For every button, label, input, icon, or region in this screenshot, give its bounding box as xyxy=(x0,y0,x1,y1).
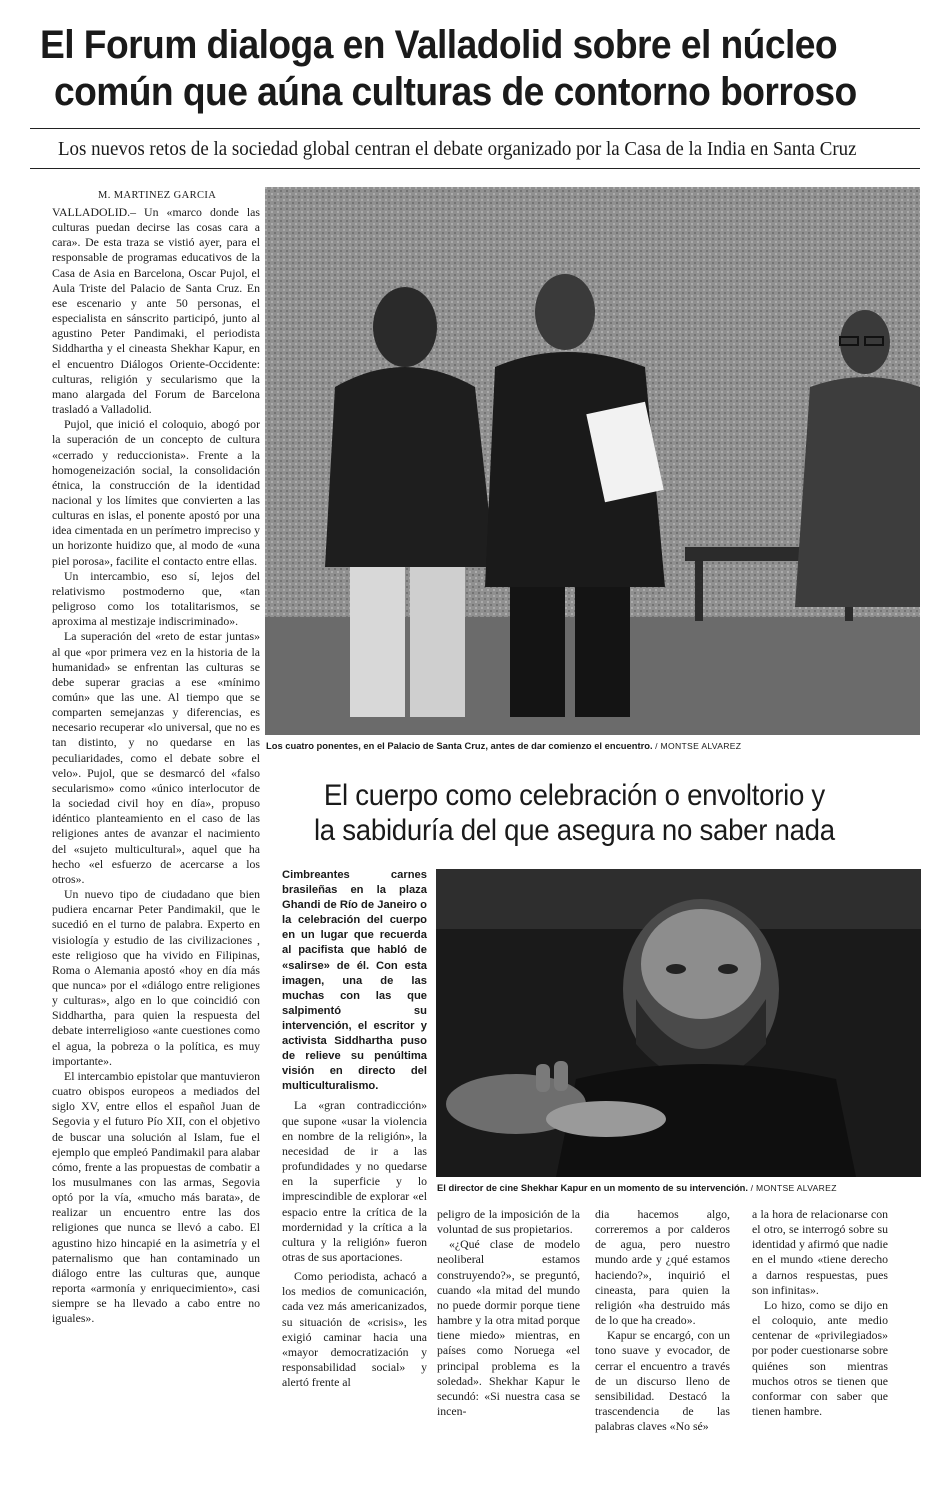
paragraph: Un nuevo tipo de ciudadano que bien pudiera encarnar Peter Pandimakil, que le sucedió en el turno de palabra. Experto en visiología y estudio de las civilizaciones , este religioso que ha vivido en Filipinas, Roma o Alemania apostó «hoy en día más que nunca» por el «diálogo entre religiones y culturas», algo en lo que coincidió con Siddhartha, para quien la respuesta del debate interreligioso «ante cuestiones como el agua, la pobreza o la política, es muy importante». xyxy=(52,887,260,1068)
photo-kapur-caption xyxy=(437,1182,837,1193)
second-headline xyxy=(280,778,869,848)
paragraph: Como periodista, achacó a los medios de comunicación, cada vez más americanizados, su situación de «crisis», les exigió caminar hacia una «mayor democratización y responsabilidad social» y alertó frente al xyxy=(282,1269,427,1390)
second-headline-line-1: El cuerpo como celebración o envoltorio y xyxy=(323,779,825,812)
paragraph: «¿Qué clase de modelo neoliberal estamos construyendo?», se preguntó, cuando «la mitad del mundo no puede dormir porque tiene hambre y la otra mitad porque tiene miedo» mientras, en países como Noruega «el principal problema es la soledad». Shekhar Kapur le secundó: «Si nuestra casa se incen- xyxy=(437,1237,580,1419)
photo-speakers-caption xyxy=(266,740,741,751)
paragraph: Un intercambio, eso sí, lejos del relativismo postmoderno que, «tan peligroso como los totalitarismos, se aproxima al mestizaje indiscriminado». xyxy=(52,568,260,629)
photo-credit: / MONTSE ALVAREZ xyxy=(655,741,742,751)
caption-text: El director de cine Shekhar Kapur en un momento de su intervención. xyxy=(437,1182,749,1193)
paragraph: La «gran contradicción» que supone «usar la violencia en nombre de la religión», la necesidad de ir a las profundidades y no quedarse en la superficie y lo imprescindible de explorar «el espacio entre la crítica de la mordernidad y la crítica a la cultura y la religión» fueron otras de sus aportaciones. xyxy=(282,1098,427,1264)
photo-speakers xyxy=(265,187,920,735)
kapur-photo-graphic xyxy=(436,869,921,1177)
article-column-3 xyxy=(437,1207,580,1419)
paragraph: Pujol, que inició el coloquio, abogó por la superación de un concepto de cultura «cerrado y reduccionista». Frente a la homogeneización social, la consolidación étnica, la construcción de la identidad nacional y los límites que convierten a las culturas en islas, el ponente apostó por una idea cimentada en un perímetro impreciso y un horizonte huidizo que, al modo de «una piel porosa», facilite el contacto entre ellas. xyxy=(52,417,260,568)
headline xyxy=(40,22,857,116)
paragraph: La superación del «reto de estar juntas» al que «por primera vez en la historia de la humanidad» se enfrentan las culturas se debe superar gracias a ese «mínimo común» que las une. Al tiempo que se comparten semejanzas y diferencias, es necesario recuperar «lo universal, que no es tan distinto, y no quedarse en las peculiaridades, como el debate sobre el velo». Pujol, que se desmarcó del «falso secularismo» como «único interlocutor de la sociedad civil hoy en día», propuso idéntico planteamiento en el caso de las religiones antes de avanzar el nacimiento del «sujeto multicultural», aquel que ha hecho «el esfuerzo de acercarse a los otros». xyxy=(52,629,260,886)
paragraph: peligro de la imposición de la voluntad de sus propietarios. xyxy=(437,1207,580,1237)
byline: M. MARTINEZ GARCIA xyxy=(98,190,217,201)
subhead-rule xyxy=(30,168,920,169)
photo-credit: / MONTSE ALVAREZ xyxy=(750,1183,837,1193)
sidebar-intro: Cimbreantes carnes brasileñas en la plaza Ghandi de Río de Janeiro o la celebración del cuerpo en un lugar que recuerda al pacifista que habló de «salirse» de él. Con esta imagen, una de las muchas con las que salpimentó su intervención, el escritor y activista Siddhartha puso de relieve su penúltima visión en directo del multiculturalismo. xyxy=(282,869,427,1093)
speakers-photo-graphic xyxy=(265,187,920,735)
article-column-4 xyxy=(595,1207,730,1434)
headline-line-2: común que aúna culturas de contorno borroso xyxy=(53,70,857,114)
paragraph: VALLADOLID.– Un «marco donde las culturas puedan decirse las cosas cara a cara». De esta traza se vistió ayer, para el responsable de programas educativos de la Casa de Asia en Barcelona, Oscar Pujol, el Aula Triste del Palacio de Santa Cruz. En ese escenario y ante 50 personas, el especialista en sánscrito participó, junto al agustino Peter Pandimaki, el periodista Siddhartha y el cineasta Shekhar Kapur, en el encuentro Diálogos Oriente-Occidente: culturas, religión y secularismo que la mano alargada del Forum de Barcelona trasladó a Valladolid. xyxy=(52,205,260,417)
headline-line-1: El Forum dialoga en Valladolid sobre el núcleo xyxy=(40,23,838,67)
paragraph: Kapur se encargó, con un tono suave y evocador, de cerrar el encuentro a través de un discurso lleno de sensibilidad. Destacó la trascendencia de las palabras claves «No sé» xyxy=(595,1328,730,1434)
caption-text: Los cuatro ponentes, en el Palacio de Santa Cruz, antes de dar comienzo el encuentro. xyxy=(266,740,653,751)
headline-rule xyxy=(30,128,920,129)
article-column-5 xyxy=(752,1207,888,1419)
subheadline: Los nuevos retos de la sociedad global centran el debate organizado por la Casa de la India en Santa Cruz xyxy=(58,139,857,160)
paragraph: El intercambio epistolar que mantuvieron cuatro obispos europeos a mediados del siglo XV, entre ellos el español Juan de Segovia y el futuro Pío XII, con el objetivo de buscar una solución al Islam, fue el ejemplo que empleó Pandimakil para alabar cómo, frente a las propuestas de combatir a los musulmanes con las armas, Segovia optó por la vía, «mucho más barata», de realizar un encuentro entre las dos religiones que nunca se llevó a cabo. El agustino hizo hincapié en la asimetría y el paternalismo que han contaminado un diálogo entre las culturas que, aunque reporta «armonía y enriquecimiento», casi siempre se ha llevado a cabo entre no iguales». xyxy=(52,1068,260,1326)
article-column-2 xyxy=(282,868,427,1390)
second-headline-line-2: la sabiduría del que asegura no saber nada xyxy=(313,814,835,847)
paragraph: dia hacemos algo, correremos a por calderos de agua, pero nuestro mundo arde y ¿qué estamos haciendo?», inquirió el cineasta, para quien la religión «ha destruido más de lo que ha creado». xyxy=(595,1207,730,1328)
paragraph: a la hora de relacionarse con el otro, se interrogó sobre su identidad y afirmó que nadie en el mundo «tiene derecho a darnos respuestas, pues son infinitas». xyxy=(752,1207,888,1297)
article-column-left xyxy=(52,205,260,1327)
paragraph: Lo hizo, como se dijo en el coloquio, ante medio centenar de «privilegiados» por poder cuestionarse sobre quiénes son mientras muchos otros se tienen que conformar con saber que tienen hambre. xyxy=(752,1297,888,1419)
photo-kapur xyxy=(436,869,921,1177)
